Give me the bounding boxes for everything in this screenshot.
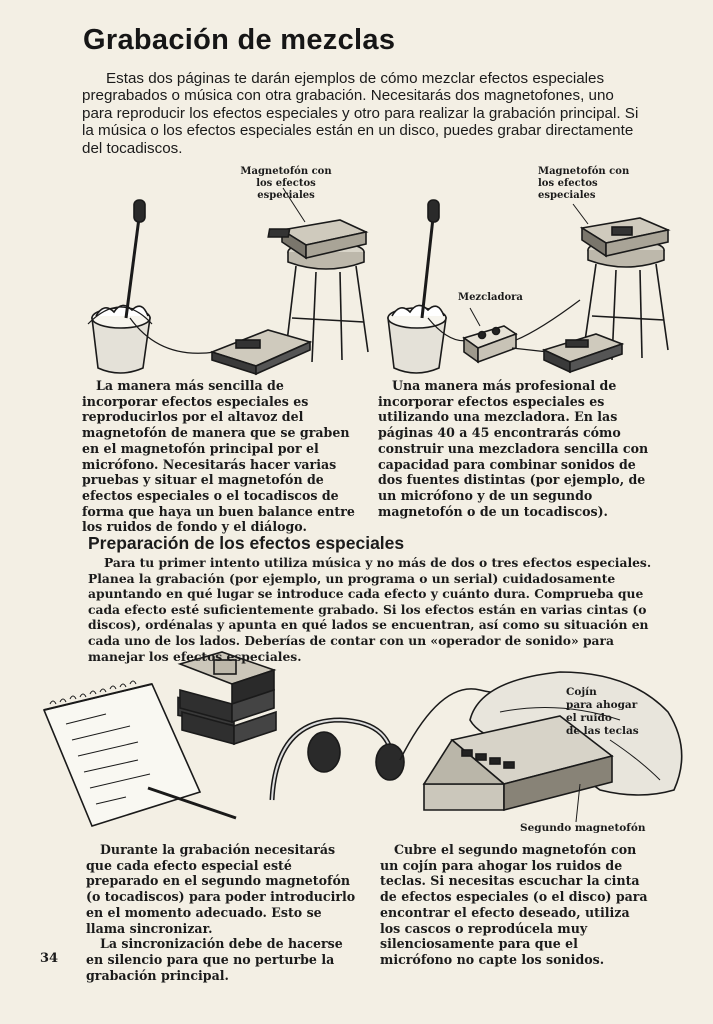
col2-paragraph: Una manera más profesional de incorporar efectos especiales es utilizando una mezcladora. En las páginas 40 a 45 encontrarás cómo construir una mezcladora sencilla con capacidad para combinar sonidos de dos fuentes distintas (por ejemplo, de un micrófono y de un segundo magnetofón o de un tocadiscos). bbox=[378, 378, 649, 519]
col1-paragraph: La manera más sencilla de incorporar efectos especiales es reproducirlos por el altavoz del magnetofón de manera que se graben en el magnetofón principal por el micrófono. Necesitarás hacer varias pruebas y situar el magnetofón de efectos especiales o el tocadiscos de forma que haya un buen balance entre los ruidos de fondo y el diálogo. bbox=[82, 378, 355, 535]
figure1-illustration bbox=[88, 188, 368, 374]
second-recorder-label: Segundo magnetofón bbox=[520, 822, 646, 834]
figure1-label-line: Magnetofón con bbox=[240, 166, 332, 177]
col3 bbox=[86, 842, 358, 983]
cushion-label-line: Cojín bbox=[566, 686, 597, 698]
main-recorder-icon bbox=[544, 334, 622, 372]
cushion-label-line: el ruido bbox=[566, 712, 612, 724]
cushion-label-line: de las teclas bbox=[566, 725, 639, 737]
cushion-label bbox=[566, 686, 639, 738]
bucket-icon bbox=[88, 305, 152, 373]
bucket-icon bbox=[388, 305, 446, 373]
figure1-label-line: los efectos bbox=[256, 178, 316, 189]
figure2-label bbox=[538, 166, 648, 202]
col3-paragraph: Durante la grabación necesitarás que cada efecto especial esté preparado en el segundo magnetofón (o tocadiscos) para poder introducirlo en el momento adecuado. Esto se llama sincronizar. bbox=[86, 842, 356, 936]
figure1-label bbox=[234, 166, 338, 202]
col4-paragraph: Cubre el segundo magnetofón con un cojín para ahogar los ruidos de teclas. Si necesitas escuchar la cinta de efectos especiales (o el disco) para encontrar el efecto deseado, utiliza los cascos o reprodúcela muy silenciosamente para que el micrófono no capte los sonidos. bbox=[380, 842, 648, 967]
figure3-illustration bbox=[44, 652, 682, 826]
figure1-label-line: especiales bbox=[257, 190, 315, 201]
figure2-label-line: los efectos bbox=[538, 178, 598, 189]
section-paragraph: Para tu primer intento utiliza música y no más de dos o tres efectos especiales. Planea la grabación (por ejemplo, un programa o un serial) cuidadosamente apuntando en qué lugar se introduce cada efecto y cuánto dura. Comprueba que cada efecto esté suficientemente grabado. Si los efectos están en varias cintas (o discos), ordénalas y apunta en qué lados se encuentran, así como su situación en cada uno de los lados. Deberías de contar con un «operador de sonido» para manejar los efectos especiales. bbox=[88, 555, 652, 664]
col3-paragraph: La sincronización debe de hacerse en silencio para que no perturbe la grabación principal. bbox=[86, 936, 343, 983]
main-recorder-icon bbox=[212, 330, 310, 374]
mixer-label: Mezcladora bbox=[458, 292, 523, 303]
cassette-stack-icon bbox=[178, 652, 276, 744]
intro-paragraph: Estas dos páginas te darán ejemplos de cómo mezclar efectos especiales pregrabados o música con otra grabación. Necesitarás dos magnetofones, uno para reproducir los efectos especiales y otro para realizar la grabación principal. Si la música o los efectos especiales están en un disco, puedes grabar directamente del tocadiscos. bbox=[82, 70, 639, 157]
figure2-label-line: especiales bbox=[538, 190, 596, 201]
figure2-illustration bbox=[388, 200, 668, 373]
cushion-label-line: para ahogar bbox=[566, 699, 638, 711]
page-number: 34 bbox=[40, 951, 59, 966]
section-heading: Preparación de los efectos especiales bbox=[88, 533, 405, 553]
figure2-label-line: Magnetofón con bbox=[538, 166, 630, 177]
page-title: Grabación de mezclas bbox=[83, 24, 396, 56]
